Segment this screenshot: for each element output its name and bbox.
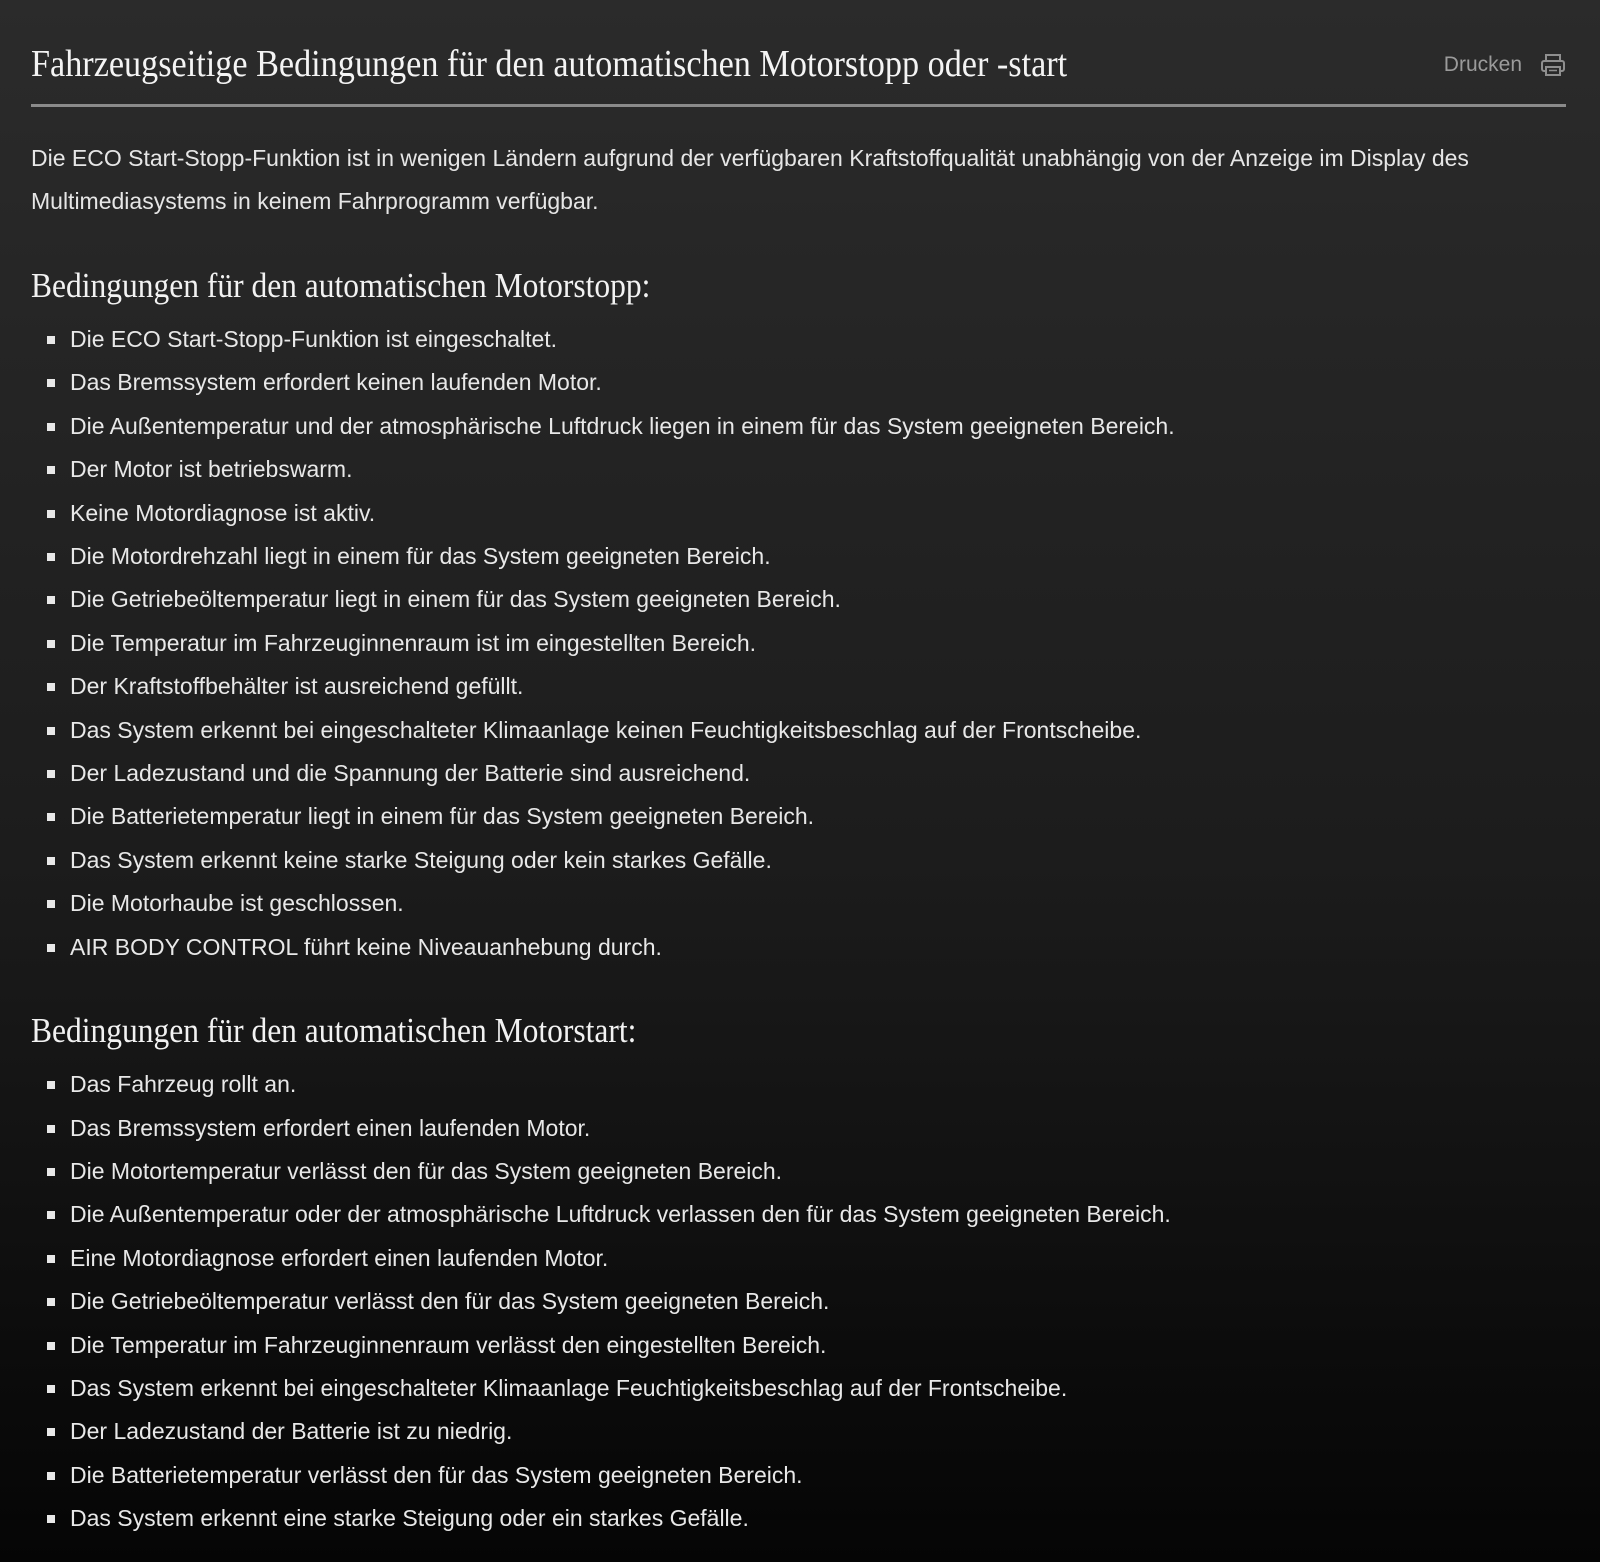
list-item [31, 665, 1566, 708]
list-item [31, 1107, 1566, 1150]
bullet-square-icon [47, 813, 55, 821]
stop-conditions-heading: Bedingungen für den automatischen Motorstopp: [31, 266, 651, 305]
list-item-text: Die Motortemperatur verlässt den für das System geeigneten Bereich. [70, 1157, 783, 1184]
bullet-square-icon [47, 1168, 55, 1176]
print-button[interactable] [1444, 53, 1566, 77]
list-item-text: Die Temperatur im Fahrzeuginnenraum verlässt den eingestellten Bereich. [70, 1331, 827, 1358]
document-page [31, 0, 1566, 1541]
page-title: Fahrzeugseitige Bedingungen für den automatischen Motorstopp oder -start [31, 43, 1068, 85]
intro-paragraph: Die ECO Start-Stopp-Funktion ist in wenigen Ländern aufgrund der verfügbaren Kraftstoffqualität unabhängig von der Anzeige im Display des Multimediasystems in keinem Fahrprogramm verfügbar. [31, 145, 1469, 214]
bullet-square-icon [47, 900, 55, 908]
document-header [31, 0, 1566, 107]
list-item-text: Der Ladezustand und die Spannung der Batterie sind ausreichend. [70, 760, 751, 787]
list-item [31, 839, 1566, 882]
bullet-square-icon [47, 510, 55, 518]
list-item-text: Eine Motordiagnose erfordert einen laufenden Motor. [70, 1244, 609, 1271]
list-item [31, 882, 1566, 925]
bullet-square-icon [47, 553, 55, 561]
list-item-text: Die Außentemperatur oder der atmosphärische Luftdruck verlassen den für das System geeigneten Bereich. [70, 1201, 1171, 1228]
list-item [31, 709, 1566, 752]
list-item-text: AIR BODY CONTROL führt keine Niveauanhebung durch. [70, 933, 662, 960]
list-item [31, 1367, 1566, 1410]
bullet-square-icon [47, 1211, 55, 1219]
bullet-square-icon [47, 683, 55, 691]
bullet-square-icon [47, 596, 55, 604]
stop-conditions-list [31, 318, 1566, 969]
list-item [31, 622, 1566, 665]
list-item [31, 926, 1566, 969]
bullet-square-icon [47, 944, 55, 952]
list-item [31, 318, 1566, 361]
start-conditions-heading: Bedingungen für den automatischen Motorstart: [31, 1011, 637, 1051]
list-item [31, 752, 1566, 795]
bullet-square-icon [47, 1428, 55, 1436]
list-item-text: Das System erkennt bei eingeschalteter Klimaanlage Feuchtigkeitsbeschlag auf der Frontscheibe. [70, 1374, 1068, 1401]
list-item [31, 1410, 1566, 1453]
list-item [31, 795, 1566, 838]
bullet-square-icon [47, 1472, 55, 1480]
list-item-text: Das System erkennt bei eingeschalteter Klimaanlage keinen Feuchtigkeitsbeschlag auf der Frontscheibe. [70, 716, 1142, 743]
bullet-square-icon [47, 336, 55, 344]
bullet-square-icon [47, 1515, 55, 1523]
list-item [31, 1454, 1566, 1497]
list-item [31, 1063, 1566, 1106]
list-item-text: Das Fahrzeug rollt an. [70, 1071, 297, 1098]
bullet-square-icon [47, 1255, 55, 1263]
bullet-square-icon [47, 379, 55, 387]
start-conditions-list [31, 1063, 1566, 1540]
bullet-square-icon [47, 1298, 55, 1306]
list-item-text: Der Kraftstoffbehälter ist ausreichend gefüllt. [70, 673, 524, 700]
list-item-text: Die Außentemperatur und der atmosphärische Luftdruck liegen in einem für das System geeigneten Bereich. [70, 412, 1175, 439]
list-item-text: Das System erkennt keine starke Steigung oder kein starkes Gefälle. [70, 846, 772, 873]
bullet-square-icon [47, 857, 55, 865]
list-item [31, 535, 1566, 578]
list-item [31, 361, 1566, 404]
list-item [31, 578, 1566, 621]
list-item [31, 405, 1566, 448]
printer-icon [1540, 53, 1566, 77]
list-item-text: Das System erkennt eine starke Steigung oder ein starkes Gefälle. [70, 1505, 749, 1532]
list-item-text: Das Bremssystem erfordert einen laufenden Motor. [70, 1114, 591, 1141]
print-label: Drucken [1443, 53, 1522, 76]
list-item-text: Die Batterietemperatur verlässt den für das System geeigneten Bereich. [70, 1461, 803, 1488]
list-item [31, 1280, 1566, 1323]
list-item-text: Das Bremssystem erfordert keinen laufenden Motor. [70, 369, 602, 396]
list-item-text: Die ECO Start-Stopp-Funktion ist eingeschaltet. [70, 326, 558, 352]
bullet-square-icon [47, 727, 55, 735]
list-item [31, 1324, 1566, 1367]
list-item [31, 492, 1566, 535]
bullet-square-icon [47, 1125, 55, 1133]
list-item-text: Der Motor ist betriebswarm. [70, 456, 353, 483]
list-item [31, 1193, 1566, 1236]
list-item [31, 448, 1566, 491]
bullet-square-icon [47, 770, 55, 778]
list-item-text: Der Ladezustand der Batterie ist zu niedrig. [70, 1418, 513, 1445]
list-item [31, 1497, 1566, 1540]
bullet-square-icon [47, 1081, 55, 1089]
list-item-text: Die Batterietemperatur liegt in einem für das System geeigneten Bereich. [70, 803, 815, 830]
bullet-square-icon [47, 640, 55, 648]
list-item-text: Die Motordrehzahl liegt in einem für das System geeigneten Bereich. [70, 543, 771, 570]
list-item-text: Die Getriebeöltemperatur verlässt den für das System geeigneten Bereich. [70, 1288, 830, 1315]
bullet-square-icon [47, 423, 55, 431]
list-item [31, 1237, 1566, 1280]
list-item-text: Keine Motordiagnose ist aktiv. [70, 499, 376, 526]
list-item [31, 1150, 1566, 1193]
list-item-text: Die Motorhaube ist geschlossen. [70, 890, 404, 917]
bullet-square-icon [47, 1342, 55, 1350]
bullet-square-icon [47, 466, 55, 474]
list-item-text: Die Getriebeöltemperatur liegt in einem für das System geeigneten Bereich. [70, 586, 841, 613]
bullet-square-icon [47, 1385, 55, 1393]
list-item-text: Die Temperatur im Fahrzeuginnenraum ist im eingestellten Bereich. [70, 629, 757, 656]
